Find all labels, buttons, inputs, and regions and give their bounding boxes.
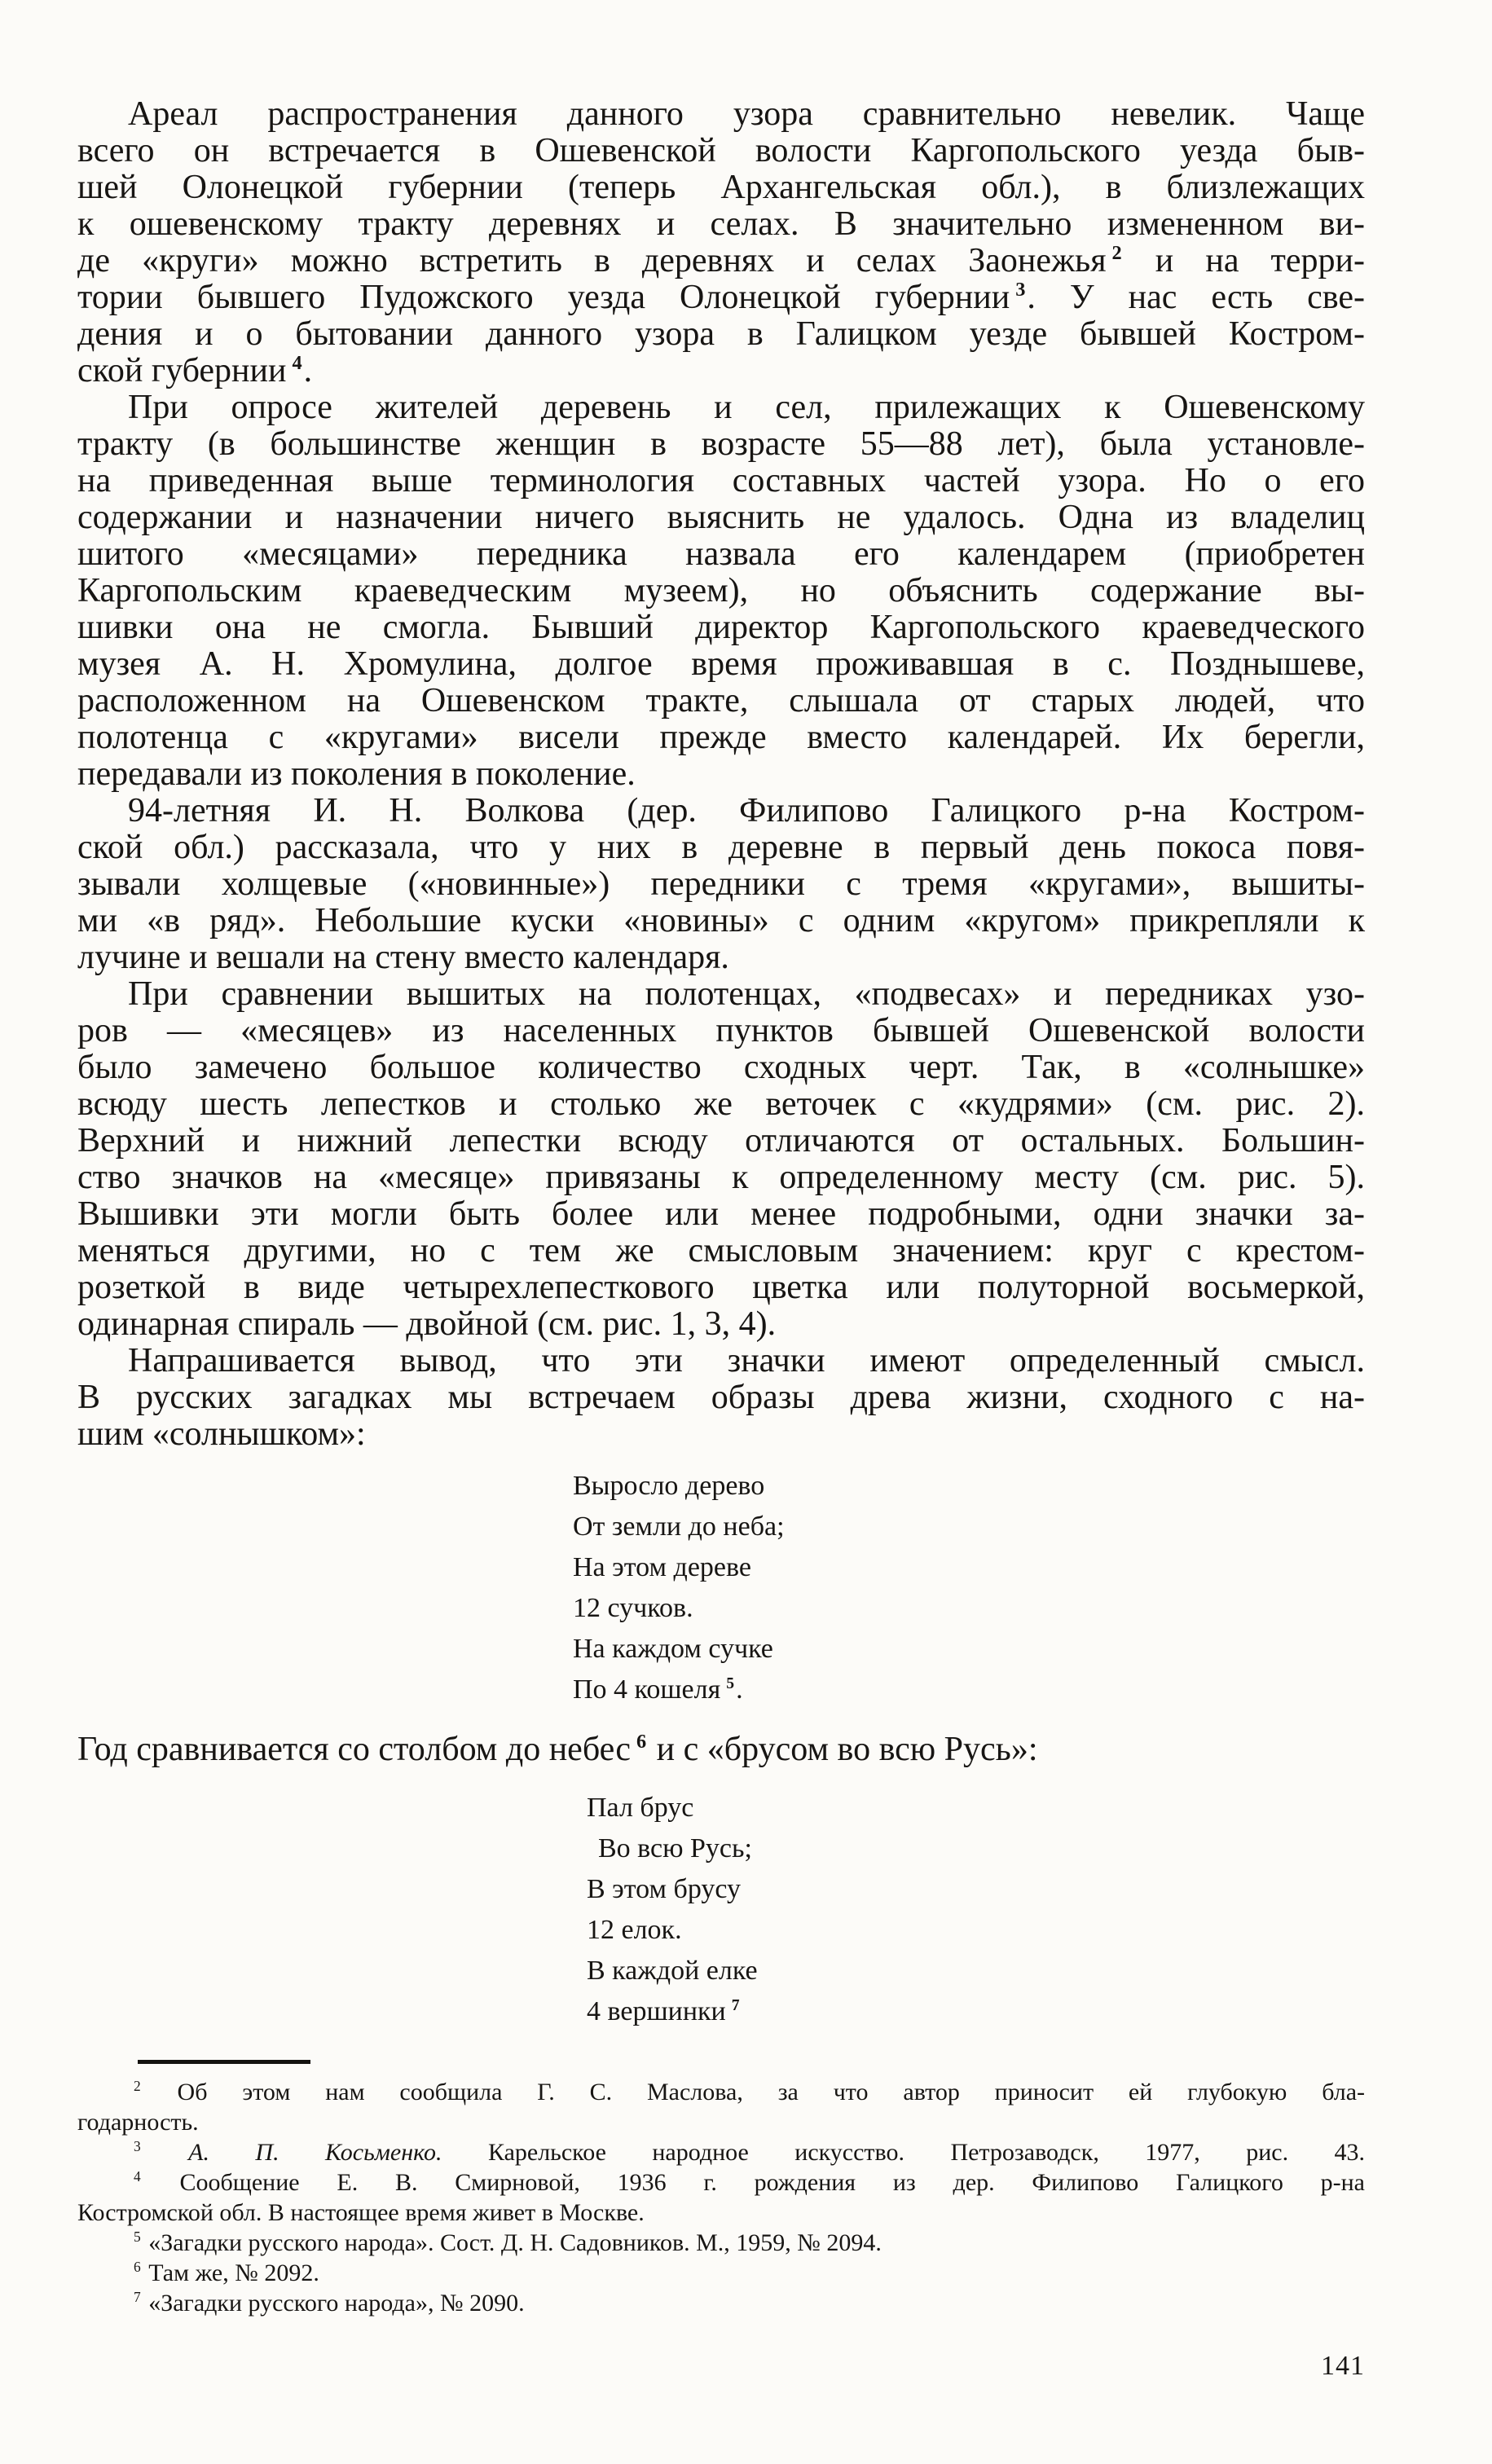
paragraph bbox=[77, 793, 1365, 976]
text-line: годарность. bbox=[77, 2109, 199, 2136]
text-line: От земли до неба; bbox=[573, 1511, 785, 1542]
text-line: 12 сучков. bbox=[573, 1593, 693, 1623]
text-line: лучине и вешали на стену вместо календаря. bbox=[77, 939, 729, 976]
text-line: шей Олонецкой губернии (теперь Архангельская обл.), в близлежащих bbox=[77, 169, 1365, 206]
text-line: Пал брус bbox=[587, 1793, 694, 1823]
text-line: ской губернии $^4$. bbox=[77, 352, 313, 389]
paragraph bbox=[77, 389, 1365, 793]
text-line: 94-летняя И. Н. Волкова (дер. Филипово Галицкого р-на Костром- bbox=[128, 792, 1365, 829]
text-line: На каждом сучке bbox=[573, 1634, 773, 1664]
text-line: было замечено большое количество сходных черт. Так, в «солнышке» bbox=[77, 1049, 1365, 1086]
text-line: ской обл.) рассказала, что у них в деревне в первый день покоса повя- bbox=[77, 829, 1365, 866]
footnote bbox=[77, 2288, 1365, 2318]
italic-text: А. П. Косьменко. bbox=[188, 2139, 442, 2166]
text-line: зывали холщевые («новинные») передники с тремя «кругами», вышиты- bbox=[77, 865, 1365, 903]
text-line: При опросе жителей деревень и сел, прилежащих к Ошевенскому bbox=[128, 389, 1365, 426]
text-line: По 4 кошеля $^5$. bbox=[573, 1674, 743, 1705]
text-line: содержании и назначении ничего выяснить не удалось. Одна из владелиц bbox=[77, 499, 1365, 536]
footnote-ref: 2 bbox=[1111, 242, 1122, 264]
text-line: Год сравнивается со столбом до небес $^6$ и с «брусом во всю Русь»: bbox=[77, 1731, 1038, 1768]
footnote-ref: 4 bbox=[292, 352, 302, 374]
text-line: тории бывшего Пудожского уезда Олонецкой губернии $^3$. У нас есть све- bbox=[77, 279, 1365, 316]
footnote-ref: 6 bbox=[134, 2259, 141, 2275]
text-line: розеткой в виде четырехлепесткового цветка или полуторной восьмеркой, bbox=[77, 1269, 1365, 1306]
text-line: к ошевенскому тракту деревнях и селах. В значительно измененном ви- bbox=[77, 205, 1365, 243]
text-line: 4 вершинки $^7$ bbox=[587, 1995, 740, 2026]
text-line: В русских загадках мы встречаем образы древа жизни, сходного с на- bbox=[77, 1379, 1365, 1416]
text-line: де «круги» можно встретить в деревнях и селах Заонежья $^2$ и на терри- bbox=[77, 242, 1365, 279]
text-line: Вышивки эти могли быть более или менее подробными, одни значки за- bbox=[77, 1195, 1365, 1233]
footnote bbox=[77, 2228, 1365, 2258]
text-line: шивки она не смогла. Бывший директор Каргопольского краеведческого bbox=[77, 609, 1365, 646]
text-line: В каждой елке bbox=[587, 1956, 758, 1986]
text-line: Верхний и нижний лепестки всюду отличаются от остальных. Большин- bbox=[77, 1122, 1365, 1159]
text-line: 12 елок. bbox=[587, 1915, 682, 1945]
text-line: В этом брусу bbox=[587, 1874, 742, 1904]
text-line: На этом дереве bbox=[573, 1552, 751, 1582]
text-line: $^7$ «Загадки русского народа», № 2090. bbox=[134, 2289, 525, 2317]
footnote-ref: 5 bbox=[134, 2229, 141, 2245]
text-line: на приведенная выше терминология составных частей узора. Но о его bbox=[77, 462, 1365, 499]
footnote-ref: 3 bbox=[134, 2138, 141, 2154]
footnote-separator bbox=[138, 2060, 310, 2064]
text-line: $^5$ «Загадки русского народа». Сост. Д. Н. Садовников. М., 1959, № 2094. bbox=[134, 2229, 882, 2256]
text-line: Выросло дерево bbox=[573, 1471, 765, 1501]
text-line: Во всю Русь; bbox=[598, 1833, 752, 1863]
text-line: шим «солнышком»: bbox=[77, 1415, 366, 1453]
text-line: музея А. Н. Хромулина, долгое время проживавшая в с. Позднышеве, bbox=[77, 645, 1365, 683]
text-line: ми «в ряд». Небольшие куски «новины» с одним «кругом» прикрепляли к bbox=[77, 902, 1365, 939]
text-block bbox=[77, 96, 1365, 2318]
text-line: ство значков на «месяце» привязаны к определенному месту (см. рис. 5). bbox=[77, 1159, 1365, 1196]
text-line: всюду шесть лепестков и столько же веточек с «кудрями» (см. рис. 2). bbox=[77, 1085, 1365, 1123]
text-line: $^4$ Сообщение Е. В. Смирновой, 1936 г. рождения из дер. Филипово Галицкого р-на bbox=[134, 2168, 1365, 2196]
text-line: Ареал распространения данного узора сравнительно невелик. Чаще bbox=[128, 95, 1365, 133]
footnote-ref: 2 bbox=[134, 2078, 141, 2094]
text-line: дения и о бытовании данного узора в Галицком уезде бывшей Костром- bbox=[77, 315, 1365, 353]
lead bbox=[77, 1731, 1365, 1768]
footnote-ref: 5 bbox=[726, 1674, 735, 1692]
footnote-ref: 4 bbox=[134, 2168, 141, 2185]
text-line: Напрашивается вывод, что эти значки имеют определенный смысл. bbox=[128, 1342, 1365, 1379]
text-line: $^3$ А. П. Косьменко. Карельское народное искусство. Петрозаводск, 1977, рис. 43. bbox=[134, 2138, 1366, 2166]
text-line: одинарная спираль — двойной (см. рис. 1, 3, 4). bbox=[77, 1305, 777, 1343]
poem bbox=[573, 1466, 1365, 1710]
text-line: $^6$ Там же, № 2092. bbox=[134, 2259, 319, 2286]
text-line: передавали из поколения в поколение. bbox=[77, 755, 636, 793]
text-line: При сравнении вышитых на полотенцах, «подвесах» и передниках узо- bbox=[128, 975, 1365, 1013]
text-line: шитого «месяцами» передника назвала его календарем (приобретен bbox=[77, 535, 1365, 573]
text-line: тракту (в большинстве женщин в возрасте 55—88 лет), была установле- bbox=[77, 425, 1365, 463]
footnote bbox=[77, 2167, 1365, 2228]
text-line: Костромской обл. В настоящее время живет в Москве. bbox=[77, 2199, 645, 2226]
text-line: меняться другими, но с тем же смысловым значением: круг с крестом- bbox=[77, 1232, 1365, 1269]
page-number: 141 bbox=[1321, 2351, 1365, 2381]
footnote bbox=[77, 2258, 1365, 2288]
text-line: всего он встречается в Ошевенской волости Каргопольского уезда быв- bbox=[77, 132, 1365, 169]
footnote bbox=[77, 2137, 1365, 2167]
paragraph bbox=[77, 96, 1365, 389]
footnote-ref: 3 bbox=[1015, 279, 1026, 301]
text-line: $^2$ Об этом нам сообщила Г. С. Маслова, за что автор приносит ей глубокую бла- bbox=[134, 2078, 1365, 2105]
footnote bbox=[77, 2077, 1365, 2137]
text-line: полотенца с «кругами» висели прежде вместо календарей. Их берегли, bbox=[77, 719, 1365, 756]
text-line: расположенном на Ошевенском тракте, слышала от старых людей, что bbox=[77, 682, 1365, 719]
text-line: ров — «месяцев» из населенных пунктов бывшей Ошевенской волости bbox=[77, 1012, 1365, 1049]
footnote-ref: 6 bbox=[636, 1731, 647, 1753]
paragraph bbox=[77, 1343, 1365, 1453]
paragraph bbox=[77, 976, 1365, 1343]
footnote-ref: 7 bbox=[731, 1995, 740, 2014]
footnote-ref: 7 bbox=[134, 2289, 141, 2305]
poem bbox=[587, 1788, 1365, 2032]
text-line: Каргопольским краеведческим музеем), но объяснить содержание вы- bbox=[77, 572, 1365, 609]
